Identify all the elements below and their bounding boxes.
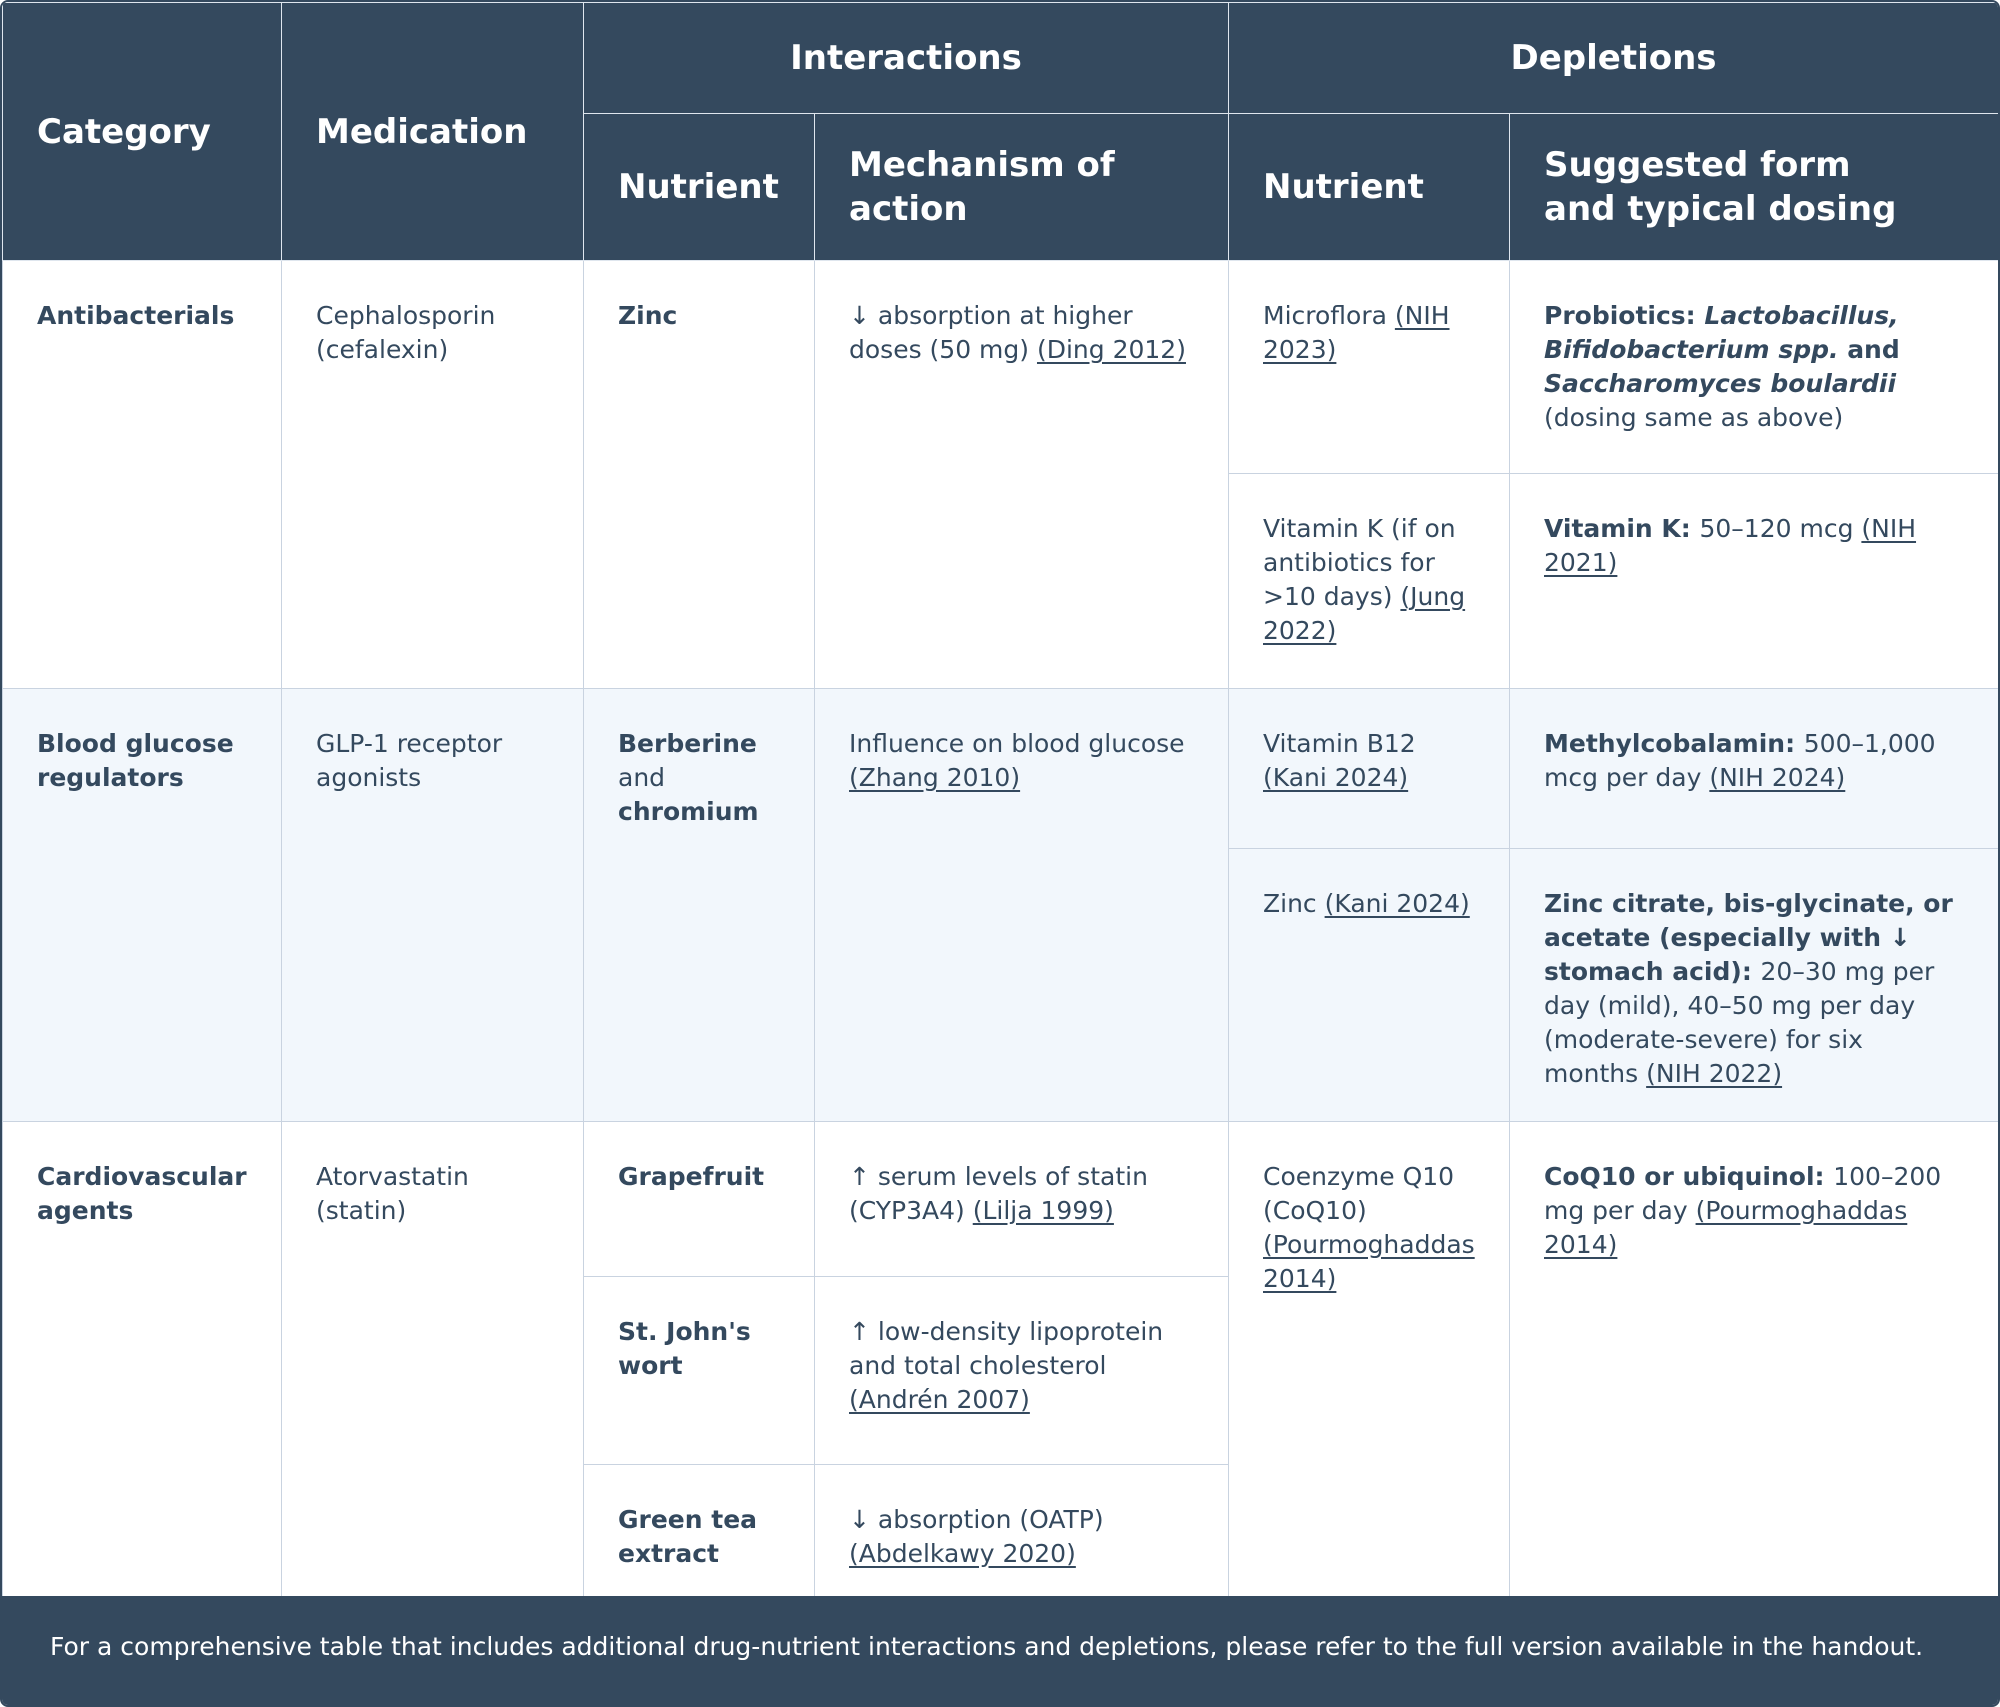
- depletion-nutrient-cell: Microflora (NIH 2023): [1229, 261, 1510, 474]
- header-depletion-nutrient: Nutrient: [1229, 114, 1510, 261]
- suggested-form-cell: Probiotics: Lactobacillus, Bifidobacterium spp. and Saccharomyces boulardii (dosing same as above): [1510, 261, 1999, 474]
- mechanism-cell: Influence on blood glucose (Zhang 2010): [815, 689, 1229, 1122]
- suggested-form-cell: Zinc citrate, bis-glycinate, or acetate (especially with ↓ stomach acid): 20–30 mg per day (mild), 40–50 mg per day (moderate-severe) for six months (NIH 2022): [1510, 849, 1999, 1122]
- depletion-nutrient-cell: Vitamin K (if on antibiotics for >10 days) (Jung 2022): [1229, 474, 1510, 689]
- mechanism-cell: ↓ absorption at higher doses (50 mg) (Ding 2012): [815, 261, 1229, 689]
- citation-link[interactable]: (Kani 2024): [1263, 763, 1409, 792]
- citation-link[interactable]: (Pourmoghaddas 2014): [1263, 1230, 1475, 1293]
- citation-link[interactable]: (Kani 2024): [1324, 889, 1470, 918]
- mechanism-cell: ↓ absorption (OATP) (Abdelkawy 2020): [815, 1465, 1229, 1615]
- mechanism-cell: ↑ low-density lipoprotein and total cholesterol (Andrén 2007): [815, 1277, 1229, 1465]
- header-interaction-nutrient: Nutrient: [584, 114, 815, 261]
- header-mechanism: Mechanism of action: [815, 114, 1229, 261]
- depletion-nutrient-cell: Vitamin B12 (Kani 2024): [1229, 689, 1510, 849]
- suggested-form-cell: Methylcobalamin: 500–1,000 mcg per day (NIH 2024): [1510, 689, 1999, 849]
- category-cell: Blood glucose regulators: [3, 689, 282, 1122]
- header-suggested-form: Suggested form and typical dosing: [1510, 114, 1999, 261]
- header-depletions: Depletions: [1229, 3, 1999, 114]
- citation-link[interactable]: (NIH 2022): [1646, 1059, 1783, 1088]
- category-cell: Cardiovascular agents: [3, 1122, 282, 1615]
- citation-link[interactable]: (NIH 2021): [1544, 514, 1917, 577]
- citation-link[interactable]: (Abdelkawy 2020): [849, 1539, 1076, 1568]
- citation-link[interactable]: (Lilja 1999): [972, 1196, 1114, 1225]
- citation-link[interactable]: (Andrén 2007): [849, 1385, 1030, 1414]
- interaction-nutrient-cell: St. John's wort: [584, 1277, 815, 1465]
- depletion-nutrient-cell: Coenzyme Q10 (CoQ10) (Pourmoghaddas 2014): [1229, 1122, 1510, 1615]
- citation-link[interactable]: (Jung 2022): [1263, 582, 1466, 645]
- category-cell: Antibacterials: [3, 261, 282, 689]
- citation-link[interactable]: (Pourmoghaddas 2014): [1544, 1196, 1908, 1259]
- citation-link[interactable]: (NIH 2023): [1263, 301, 1450, 364]
- row-group-antibacterials: [3, 261, 1999, 689]
- medication-cell: Atorvastatin (statin): [282, 1122, 584, 1615]
- medication-cell: Cephalosporin (cefalexin): [282, 261, 584, 689]
- medication-cell: GLP-1 receptor agonists: [282, 689, 584, 1122]
- header-medication: Medication: [282, 3, 584, 261]
- drug-nutrient-table: [2, 2, 1999, 1615]
- citation-link[interactable]: (Zhang 2010): [849, 763, 1021, 792]
- citation-link[interactable]: (Ding 2012): [1036, 335, 1186, 364]
- row-group-blood-glucose: [3, 689, 1999, 1122]
- citation-link[interactable]: (NIH 2024): [1709, 763, 1846, 792]
- mechanism-cell: ↑ serum levels of statin (CYP3A4) (Lilja 1999): [815, 1122, 1229, 1277]
- interaction-nutrient-cell: Zinc: [584, 261, 815, 689]
- suggested-form-cell: Vitamin K: 50–120 mcg (NIH 2021): [1510, 474, 1999, 689]
- interaction-nutrient-cell: Berberine and chromium: [584, 689, 815, 1122]
- interaction-nutrient-cell: Grapefruit: [584, 1122, 815, 1277]
- depletion-nutrient-cell: Zinc (Kani 2024): [1229, 849, 1510, 1122]
- row-group-cardiovascular: [3, 1122, 1999, 1615]
- interaction-nutrient-cell: Green tea extract: [584, 1465, 815, 1615]
- footer-note: For a comprehensive table that includes additional drug-nutrient interactions and depletions, please refer to the full version available in the handout.: [2, 1596, 1998, 1707]
- suggested-form-cell: CoQ10 or ubiquinol: 100–200 mg per day (Pourmoghaddas 2014): [1510, 1122, 1999, 1615]
- header-interactions: Interactions: [584, 3, 1229, 114]
- header-category: Category: [3, 3, 282, 261]
